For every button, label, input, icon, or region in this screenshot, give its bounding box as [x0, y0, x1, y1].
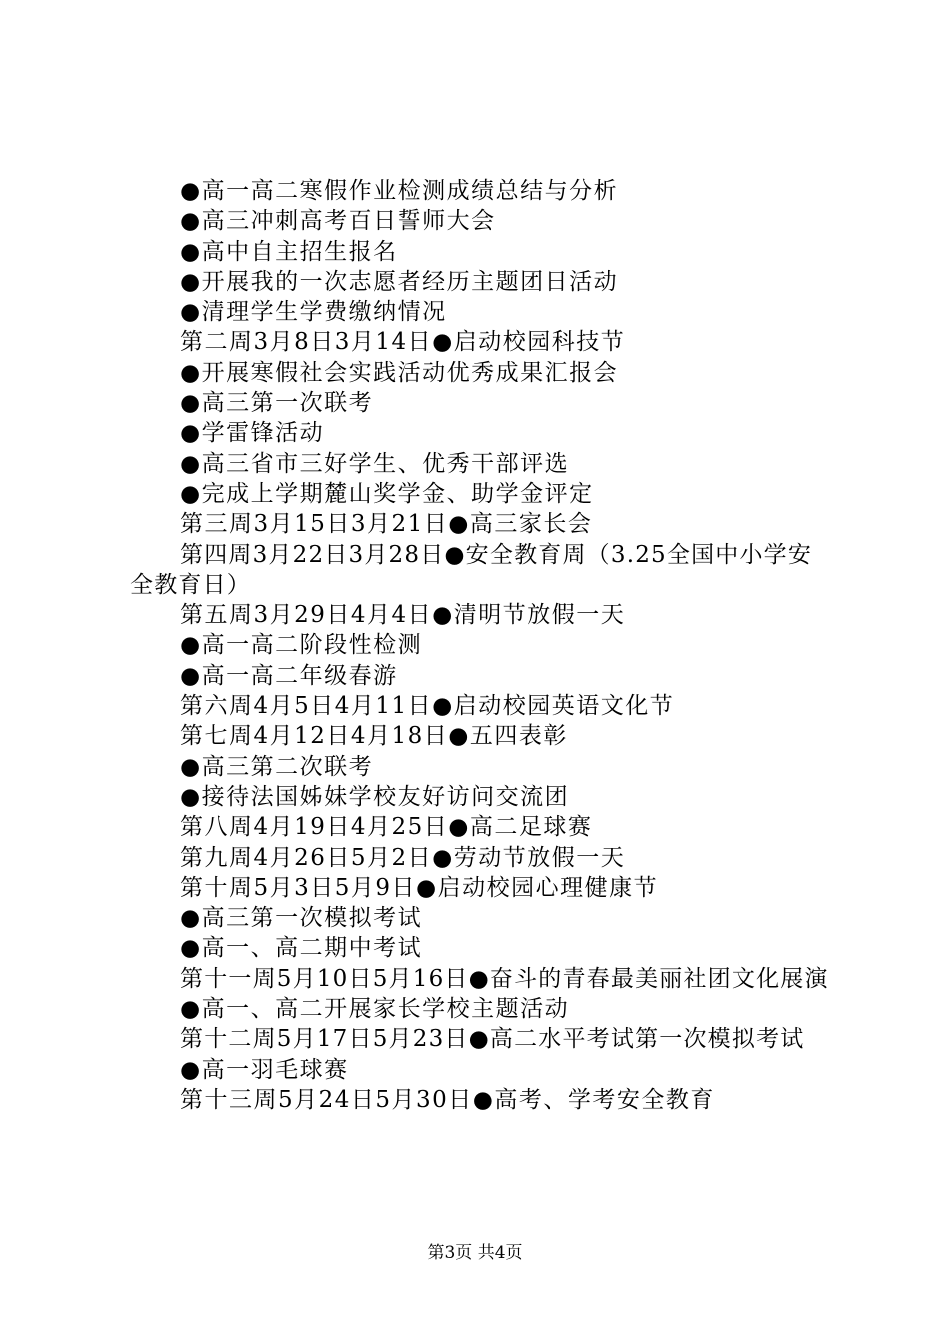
text-line: 第五周3月29日4月4日●清明节放假一天 — [180, 602, 626, 629]
text-line: ●完成上学期麓山奖学金、助学金评定 — [180, 480, 594, 507]
text-line: 第八周4月19日4月25日●高二足球赛 — [180, 814, 593, 841]
document-body — [130, 176, 830, 1115]
text-line: ●高中自主招生报名 — [180, 238, 398, 265]
text-line: ●开展寒假社会实践活动优秀成果汇报会 — [180, 359, 619, 386]
text-line: ●高三省市三好学生、优秀干部评选 — [180, 450, 570, 477]
text-line: ●学雷锋活动 — [180, 420, 325, 447]
text-line: ●高一、高二期中考试 — [180, 935, 423, 962]
text-line: 第七周4月12日4月18日●五四表彰 — [180, 723, 568, 750]
text-line: ●高一羽毛球赛 — [180, 1056, 349, 1083]
text-line: 第十二周5月17日5月23日●高二水平考试第一次模拟考试 — [180, 1026, 805, 1053]
text-line: ●高一高二年级春游 — [180, 662, 398, 689]
text-line: 第十一周5月10日5月16日●奋斗的青春最美丽社团文化展演 — [180, 965, 829, 992]
text-line: ●高一高二阶段性检测 — [180, 632, 423, 659]
text-line: 第十周5月3日5月9日●启动校园心理健康节 — [180, 874, 659, 901]
text-line: ●高三冲刺高考百日誓师大会 — [180, 208, 496, 235]
text-line: 第九周4月26日5月2日●劳动节放假一天 — [180, 844, 626, 871]
text-line: ●高三第二次联考 — [180, 753, 374, 780]
text-line: ●高三第一次联考 — [180, 390, 374, 417]
text-line: ●高三第一次模拟考试 — [180, 905, 423, 932]
text-line: ●高一、高二开展家长学校主题活动 — [180, 996, 570, 1023]
text-line: 第二周3月8日3月14日●启动校园科技节 — [180, 329, 626, 356]
text-line: ●高一高二寒假作业检测成绩总结与分析 — [180, 178, 619, 204]
text-line: ●接待法国姊妹学校友好访问交流团 — [180, 783, 570, 810]
text-line: 第十三周5月24日5月30日●高考、学考安全教育 — [180, 1086, 715, 1113]
text-line: 第四周3月22日3月28日●安全教育周（3.25全国中小学安全教育日） — [130, 541, 813, 598]
text-line: ●清理学生学费缴纳情况 — [180, 299, 447, 326]
text-line: 第三周3月15日3月21日●高三家长会 — [180, 511, 593, 538]
text-line: ●开展我的一次志愿者经历主题团日活动 — [180, 268, 619, 295]
page-footer: 第3页 共4页 — [427, 1243, 523, 1263]
text-line: 第六周4月5日4月11日●启动校园英语文化节 — [180, 693, 675, 720]
